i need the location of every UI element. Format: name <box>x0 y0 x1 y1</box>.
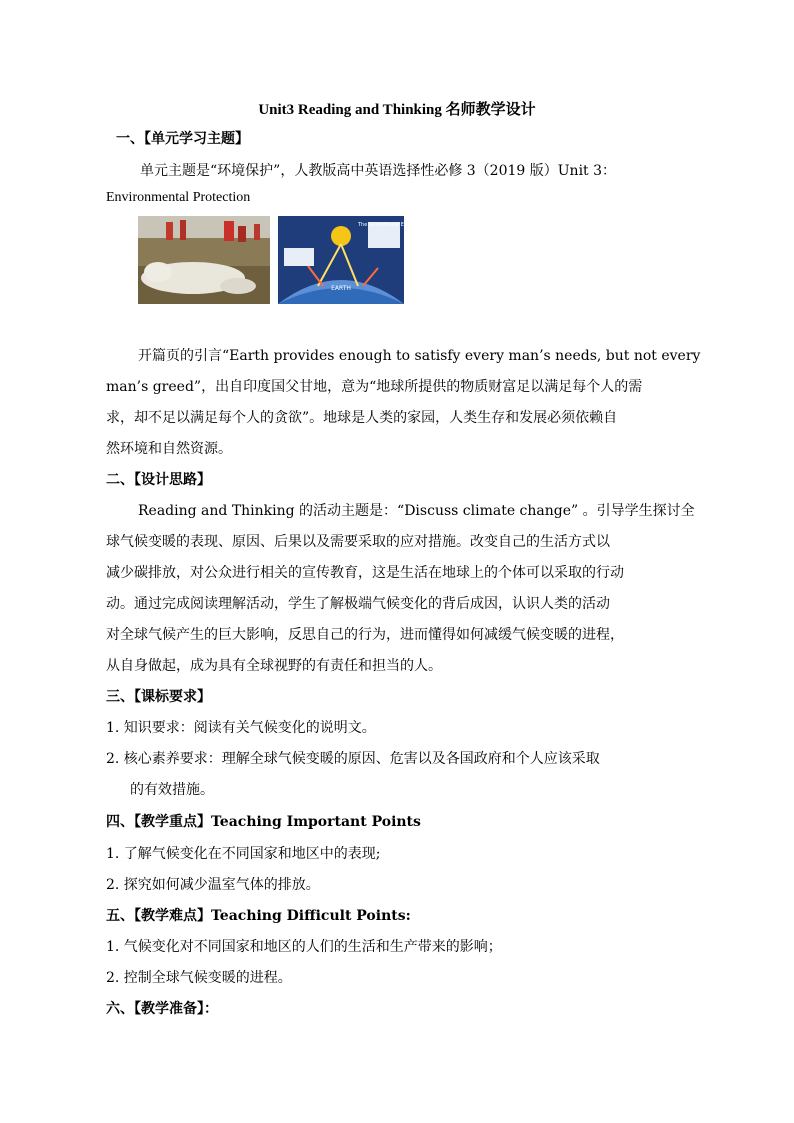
greenhouse-effect-diagram <box>278 216 416 304</box>
section-2-line-2: 球气候变暖的表现、原因、后果以及需要采取的应对措施。改变自己的生活方式以 <box>106 534 610 550</box>
section-2-heading: 二、【设计思路】 <box>106 472 211 488</box>
section-2-line-6: 从自身做起，成为具有全球视野的有责任和担当的人。 <box>106 658 442 674</box>
section-5-item-1: 1. 气候变化对不同国家和地区的人们的生活和生产带来的影响； <box>106 939 502 955</box>
section-3-item-1: 1. 知识要求：阅读有关气候变化的说明文。 <box>106 720 376 736</box>
quote-line-4: 然环境和自然资源。 <box>106 441 232 457</box>
polar-bear-photo <box>138 216 270 304</box>
section-2-line-3: 减少碳排放，对公众进行相关的宣传教育，这是生活在地球上的个体可以采取的行动 <box>106 565 624 581</box>
section-3-item-2: 2. 核心素养要求：理解全球气候变暖的原因、危害以及各国政府和个人应该采取 <box>106 751 600 767</box>
section-6-heading: 六、【教学准备】： <box>106 1001 218 1017</box>
section-3-heading: 三、【课标要求】 <box>106 689 211 705</box>
section-2-line-5: 对全球气候产生的巨大影响，反思自己的行为，进而懂得如何减缓气候变暖的进程， <box>106 627 624 643</box>
greenhouse-diagram-earth-label: EARTH <box>331 285 351 292</box>
section-1-line-1: 单元主题是“环境保护”，人教版高中英语选择性必修 3（2019 版）Unit 3： <box>140 163 617 179</box>
section-2-line-1: Reading and Thinking 的活动主题是：“Discuss climate change” 。引导学生探讨全 <box>138 503 695 519</box>
section-2-line-4: 动。通过完成阅读理解活动，学生了解极端气候变化的背后成因，认识人类的活动 <box>106 596 610 612</box>
section-5-item-2: 2. 控制全球气候变暖的进程。 <box>106 970 292 986</box>
quote-line-1: 开篇页的引言“Earth provides enough to satisfy every man’s needs, but not every <box>138 348 701 364</box>
greenhouse-diagram-title: The Greenhouse Effect <box>358 222 416 228</box>
section-5-heading: 五、【教学难点】Teaching Difficult Points: <box>106 908 411 924</box>
section-4-heading: 四、【教学重点】Teaching Important Points <box>106 814 421 830</box>
quote-line-3: 求，却不足以满足每个人的贪欲”。地球是人类的家园，人类生存和发展必须依赖自 <box>106 410 618 426</box>
section-3-item-2-cont: 的有效措施。 <box>130 782 214 798</box>
quote-line-2: man’s greed”，出自印度国父甘地，意为“地球所提供的物质财富足以满足每个人的需 <box>106 379 643 395</box>
section-4-item-1: 1. 了解气候变化在不同国家和地区中的表现; <box>106 846 381 862</box>
section-1-heading: 一、【单元学习主题】 <box>116 131 249 147</box>
section-4-item-2: 2. 探究如何减少温室气体的排放。 <box>106 877 320 893</box>
section-1-line-2: Environmental Protection <box>106 190 251 205</box>
document-title: Unit3 Reading and Thinking 名师教学设计 <box>258 102 536 118</box>
